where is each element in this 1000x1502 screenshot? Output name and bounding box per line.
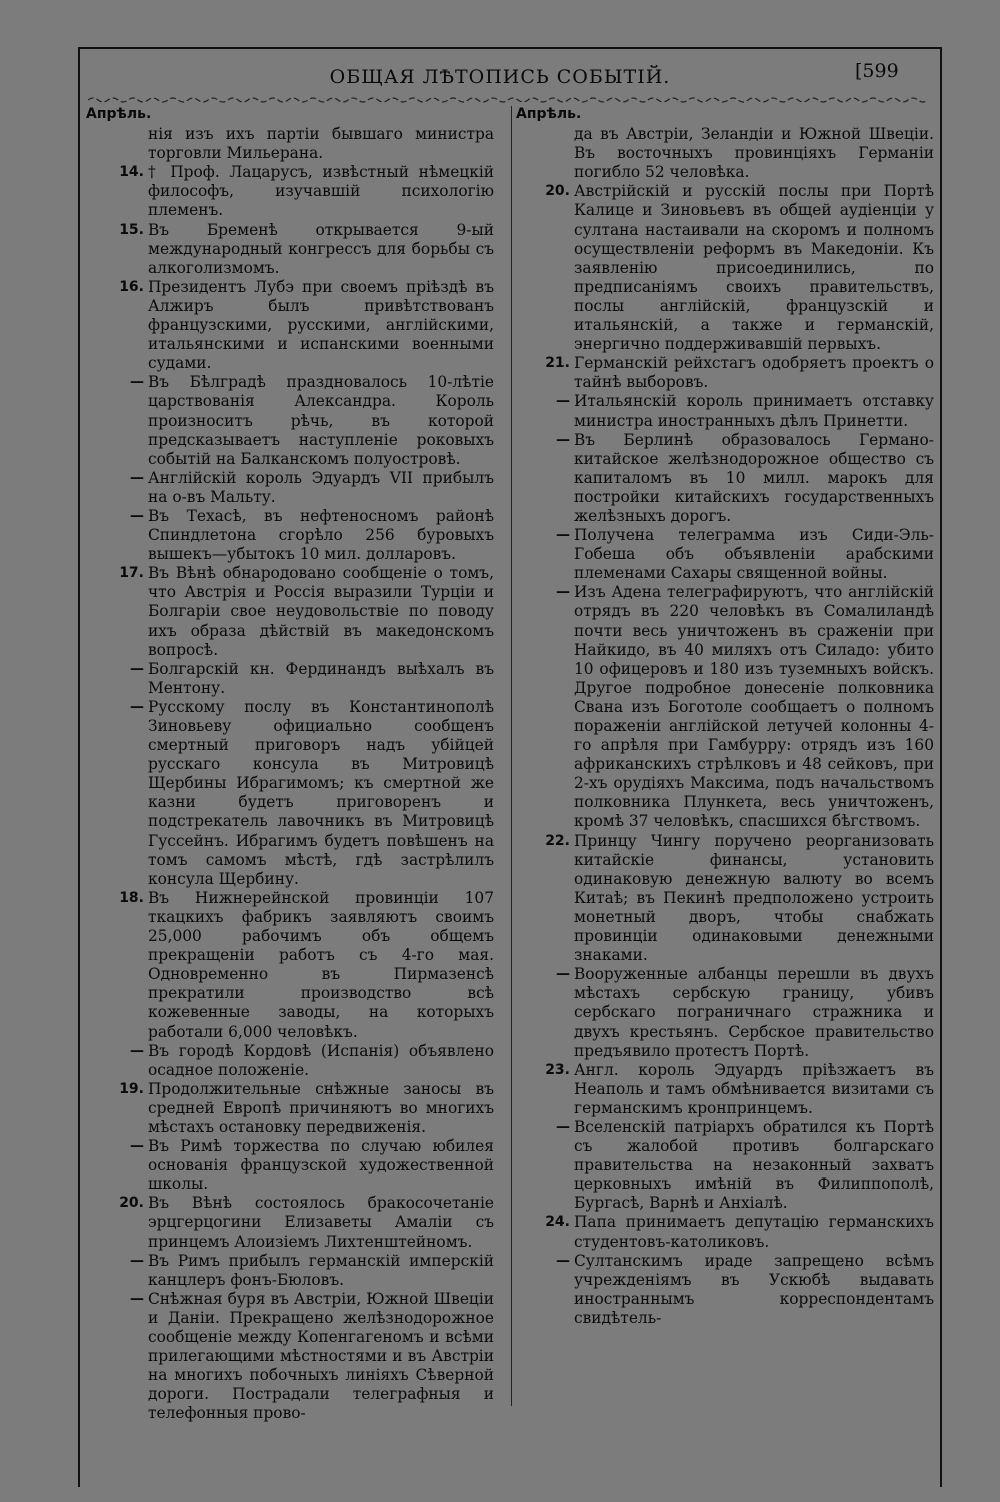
chronicle-entry [516, 1213, 934, 1251]
chronicle-entry [86, 125, 494, 163]
chronicle-entry [516, 526, 934, 583]
entry-date: — [130, 469, 144, 486]
entry-text: Получена телеграмма изъ Сиди-Эль-Гобеша объ объявленіи арабскими племенами Сахары священной войны. [574, 526, 934, 583]
entry-text: да въ Австріи, Зеландіи и Южной Швеціи. Въ восточныхъ провинціяхъ Германіи погибло 52 человѣка. [574, 125, 934, 182]
entry-date: — [130, 1290, 144, 1307]
entry-date [516, 125, 574, 182]
entry-text: Въ Техасѣ, въ нефтеносномъ районѣ Спиндлетона сгорѣло 256 буровыхъ вышекъ—убытокъ 10 мил. долларовъ. [148, 506, 494, 564]
chronicle-entry [86, 1137, 494, 1194]
month-heading: Апрѣль. [516, 106, 582, 122]
entry-date: 16. [119, 278, 144, 295]
entry-text: Англ. король Эдуардъ пріѣзжаетъ въ Неаполь и тамъ обмѣнивается визитами съ германскимъ кронпринцемъ. [574, 1060, 934, 1117]
entry-text: Папа принимаетъ депутацію германскихъ студентовъ-католиковъ. [574, 1213, 934, 1251]
chronicle-entry [516, 1061, 934, 1118]
chronicle-entry [86, 564, 494, 659]
page-number: [599 [855, 60, 899, 82]
entry-date: 15. [119, 221, 144, 238]
chronicle-entry [86, 660, 494, 698]
chronicle-entry [516, 965, 934, 1060]
entry-date: 23. [545, 1061, 570, 1078]
entry-date: 17. [119, 565, 144, 582]
left-column [86, 105, 494, 1423]
entry-text: Германскій рейхстагъ одобряетъ проектъ о тайнѣ выборовъ. [574, 354, 934, 392]
entry-text: Въ Бременѣ открывается 9-ый международный конгрессъ для борьбы съ алкоголизмомъ. [148, 220, 494, 277]
entry-text: Вселенскій патріархъ обратился къ Портѣ съ жалобой противъ болгарскаго правительства на незаконный захватъ церковныхъ имѣній въ Филиппополѣ, Бургасѣ, Варнѣ и Анхіалѣ. [574, 1117, 934, 1213]
entry-date: — [556, 431, 570, 448]
chronicle-entry [516, 431, 934, 526]
entry-date: — [130, 374, 144, 391]
entry-text: Въ Берлинѣ образовалось Германо-китайское желѣзнодорожное общество съ капиталомъ въ 10 милл. марокъ для постройки китайскихъ государственныхъ желѣзныхъ дорогъ. [574, 430, 934, 525]
entry-text: Снѣжная буря въ Австріи, Южной Швеціи и Даніи. Прекращено желѣзнодорожное сообщеніе между Копенгагеномъ и всѣми прилегающими мѣстностями и въ Австріи на многихъ побочныхъ линіяхъ Сѣверной дороги. Пострадали телеграфныя и телефонныя прово- [148, 1289, 494, 1423]
chronicle-entry [86, 889, 494, 1042]
entry-date [86, 125, 148, 163]
entry-date: — [130, 507, 144, 524]
entry-text: Изъ Адена телеграфируютъ, что англійскій отрядъ въ 220 человѣкъ въ Сомалиландѣ почти весь уничтоженъ въ сраженіи при Найкидо, въ 40 миляхъ отъ Силадо: убито 10 офицеровъ и 180 изъ туземныхъ войскъ. Другое подробное донесеніе полковника Свана изъ Боготоле сообщаетъ о полномъ пораженіи англійской летучей колонны 4-го апрѣля при Гамбурру: отрядъ изъ 160 африканскихъ стрѣлковъ и 48 сейковъ, при 2-хъ орудіяхъ Максима, подъ начальствомъ полковника Плункета, весь уничтоженъ, кромѣ 37 человѣкъ, спасшихся бѣгствомъ. [574, 583, 934, 831]
entry-date: 24. [545, 1214, 570, 1231]
chronicle-entry [516, 583, 934, 831]
entry-date: 14. [119, 164, 144, 181]
entry-date: 21. [545, 355, 570, 372]
entry-text: Въ Бѣлградѣ праздновалось 10-лѣтіе царствованія Александра. Король произноситъ рѣчь, въ которой предсказываетъ наступленіе роковыхъ событій на Балканскомъ полуостровѣ. [148, 373, 494, 468]
entry-date: 19. [119, 1080, 144, 1097]
entry-text: нія изъ ихъ партіи бывшаго министра торговли Мильерана. [148, 125, 494, 163]
chronicle-entry [86, 1252, 494, 1290]
entry-text: Президентъ Лубэ при своемъ пріѣздѣ въ Алжиръ былъ привѣтствованъ французскими, русскими, англійскими, итальянскими и испанскими военными судами. [148, 277, 494, 373]
chronicle-entry [86, 1042, 494, 1080]
entry-text: Принцу Чингу поручено реорганизовать китайскіе финансы, установить одинаковую денежную валюту во всемъ Китаѣ; въ Пекинѣ предположено устроить монетный дворъ, чтобы снабжать провинціи одинаковыми денежными знаками. [574, 831, 934, 965]
chronicle-entry [516, 832, 934, 966]
entry-text: Продолжительные снѣжные заносы въ средней Европѣ причиняютъ во многихъ мѣстахъ остановку передвиженія. [148, 1079, 494, 1136]
month-heading: Апрѣль. [86, 106, 152, 122]
decorative-wavy-rule [88, 96, 928, 104]
chronicle-entry [516, 182, 934, 354]
entry-date: 20. [545, 183, 570, 200]
chronicle-entry [516, 392, 934, 430]
chronicle-entry [86, 278, 494, 373]
entry-text: Англійскій король Эдуардъ VII прибылъ на о-въ Мальту. [148, 468, 494, 506]
chronicle-entry [86, 163, 494, 220]
entry-text: Болгарскій кн. Фердинандъ выѣхалъ въ Ментону. [148, 659, 494, 697]
chronicle-entry [516, 1118, 934, 1213]
entry-text: Въ городѣ Кордовѣ (Испанія) объявлено осадное положеніе. [148, 1041, 494, 1079]
chronicle-entry [86, 221, 494, 278]
chronicle-entry [86, 1290, 494, 1424]
entry-date: — [556, 393, 570, 410]
entry-date: 20. [119, 1195, 144, 1212]
entry-date: 18. [119, 889, 144, 906]
chronicle-entry [516, 125, 934, 182]
chronicle-entry [86, 1080, 494, 1137]
entry-date: 22. [545, 832, 570, 849]
entry-text: † Проф. Лацарусъ, извѣстный нѣмецкій философъ, изучавшій психологію племенъ. [148, 163, 494, 220]
entry-date: — [130, 1138, 144, 1155]
chronicle-entry [86, 469, 494, 507]
entry-text: Въ Вѣнѣ обнародовано сообщеніе о томъ, что Австрія и Россія выразили Турціи и Болгаріи свое неудовольствіе по поводу ихъ образа дѣйствій въ македонскомъ вопросѣ. [148, 564, 494, 659]
entry-text: Русскому послу въ Константинополѣ Зиновьеву официально сообщенъ смертный приговоръ надъ убійцей русскаго консула въ Митровицѣ Щербины Ибрагимомъ; къ смертной же казни будетъ приговоренъ и подстрекатель лавочникъ въ Митровицѣ Гуссейнъ. Ибрагимъ будетъ повѣшенъ на томъ самомъ мѣстѣ, гдѣ застрѣлилъ консула Щербину. [148, 697, 494, 888]
entry-text: Австрійскій и русскій послы при Портѣ Калице и Зиновьевъ въ общей аудіенціи у султана настаивали на скоромъ и полномъ осуществленіи реформъ въ Македоніи. Къ заявленію присоединились, по предписаніямъ своихъ правительствъ, послы англійскій, французскій и итальянскій, а также и германскій, энергично поддерживавшій первыхъ. [574, 182, 934, 354]
entry-text: Султанскимъ ираде запрещено всѣмъ учрежденіямъ въ Ускюбѣ выдавать иностраннымъ корреспондентамъ свидѣтель- [574, 1251, 934, 1327]
entry-date: — [556, 1252, 570, 1269]
entry-date: — [556, 527, 570, 544]
entry-date: — [556, 584, 570, 601]
column-divider [511, 106, 512, 1406]
entry-date: — [556, 1118, 570, 1135]
chronicle-entry [86, 698, 494, 889]
right-column [516, 105, 934, 1328]
chronicle-entry [516, 354, 934, 392]
chronicle-entry [516, 1252, 934, 1328]
entry-date: — [556, 966, 570, 983]
entry-date: — [130, 1252, 144, 1269]
chronicle-entry [86, 507, 494, 564]
chronicle-entry [86, 373, 494, 468]
page-title: ОБЩАЯ ЛѢТОПИСЬ СОБЫТІЙ. [329, 66, 671, 88]
entry-text: Въ Римъ прибылъ германскій имперскій канцлеръ фонъ-Бюловъ. [148, 1251, 494, 1289]
entry-text: Въ Нижнерейнской провинціи 107 ткацкихъ фабрикъ заявляютъ своимъ 25,000 рабочимъ объ общемъ прекращеніи работъ съ 4-го мая. Одновременно въ Пирмазенсѣ прекратили производство всѣ кожевенные заводы, на которыхъ работали 6,000 человѣкъ. [148, 888, 494, 1041]
entry-date: — [130, 698, 144, 715]
entry-text: Въ Римѣ торжества по случаю юбилея основанія французской художественной школы. [148, 1137, 494, 1194]
entry-date: — [130, 660, 144, 677]
entry-text: Въ Вѣнѣ состоялось бракосочетаніе эрцгерцогини Елизаветы Амаліи съ принцемъ Алоизіемъ Лихтенштейномъ. [148, 1194, 494, 1251]
entry-text: Вооруженные албанцы перешли въ двухъ мѣстахъ сербскую границу, убивъ сербскаго пограничнаго стражника и двухъ крестьянъ. Сербское правительство предъявило протестъ Портѣ. [574, 965, 934, 1060]
chronicle-entry [86, 1194, 494, 1251]
entry-text: Итальянскій король принимаетъ отставку министра иностранныхъ дѣлъ Принетти. [574, 392, 934, 430]
entry-date: — [130, 1042, 144, 1059]
